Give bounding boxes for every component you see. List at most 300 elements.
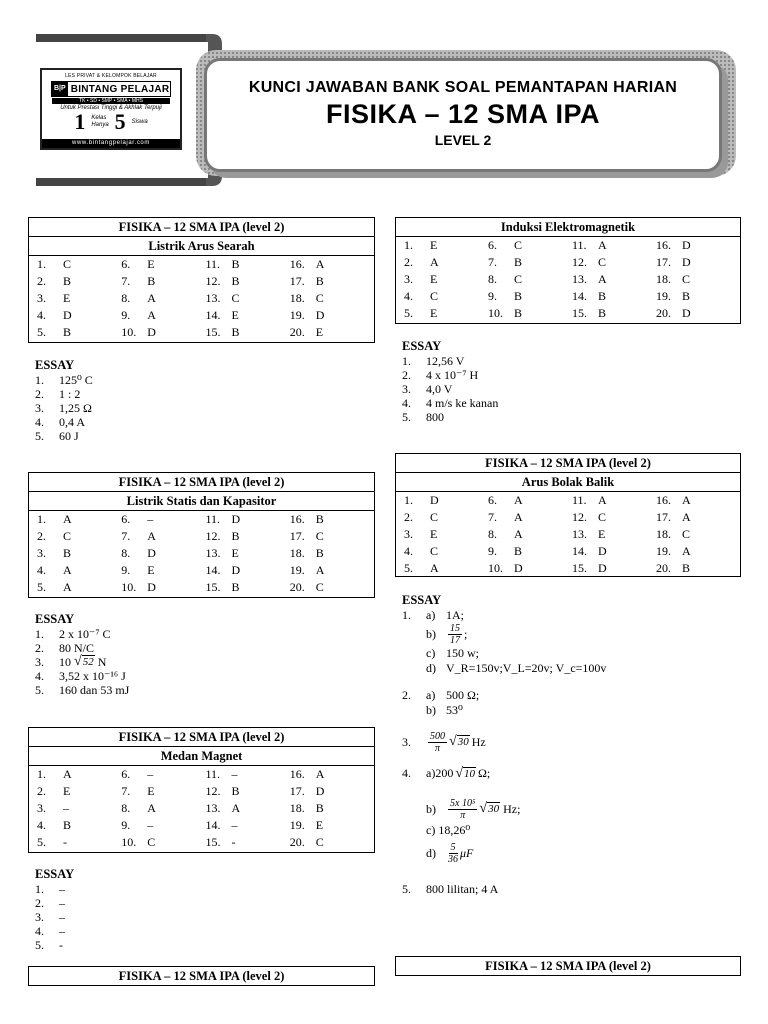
answer-value: B — [514, 289, 523, 303]
answer-value: – — [231, 818, 238, 832]
answer-number: 7. — [488, 510, 497, 524]
answer-cell — [206, 579, 290, 596]
answer-number: 8. — [121, 801, 131, 815]
answer-number: 13. — [572, 527, 587, 541]
title-subheading: KUNCI JAWABAN BANK SOAL PEMANTAPAN HARIAN — [248, 79, 678, 96]
essay-title: ESSAY — [402, 593, 442, 607]
answer-cell — [206, 307, 290, 324]
answer-cell — [206, 783, 290, 800]
essay-answer: – — [59, 896, 65, 910]
answer-number: 3. — [404, 527, 413, 541]
answer-number: 20. — [289, 580, 305, 594]
essay-arus-bolak-balik — [402, 592, 732, 897]
answer-value: A — [147, 291, 156, 305]
answer-value: A — [147, 529, 156, 543]
answer-cell — [572, 305, 656, 322]
title-level: LEVEL 2 — [434, 132, 492, 148]
answer-value: A — [514, 493, 523, 507]
essay-item — [402, 396, 732, 410]
answer-number: 11. — [572, 238, 587, 252]
answer-cell — [488, 288, 572, 305]
answer-cell — [572, 237, 656, 254]
answer-cell — [121, 817, 205, 834]
essay-number: 5. — [35, 429, 44, 443]
answer-number: 20. — [656, 306, 671, 320]
answer-value: A — [315, 563, 325, 577]
essay-title: ESSAY — [35, 867, 75, 881]
answer-number: 10. — [121, 325, 137, 339]
answer-number: 4. — [37, 308, 46, 322]
answer-cell — [572, 526, 656, 543]
answer-number: 7. — [121, 529, 131, 543]
answer-number: 4. — [404, 289, 413, 303]
answer-number: 8. — [121, 546, 131, 560]
answer-cell — [206, 290, 290, 307]
answer-value: E — [231, 308, 239, 322]
answer-cell — [37, 307, 121, 324]
essay-list — [35, 882, 365, 952]
answer-number: 6. — [121, 512, 131, 526]
answer-cell — [206, 256, 290, 273]
answer-cell — [121, 256, 205, 273]
answer-number: 14. — [205, 308, 221, 322]
answer-cell — [488, 492, 572, 509]
fraction: $\frac{500}{\pi}$ — [430, 730, 445, 754]
answer-grid — [396, 492, 740, 577]
answer-value: A — [682, 493, 691, 507]
answer-number: 6. — [121, 767, 131, 781]
page-header — [0, 0, 768, 200]
answer-value: B — [315, 274, 324, 288]
answer-cell — [37, 579, 121, 596]
logo-url: www.bintangpelajar.com — [42, 139, 180, 148]
answer-value: D — [231, 512, 241, 526]
answer-value: A — [147, 308, 156, 322]
answer-cell — [404, 509, 488, 526]
answer-cell — [488, 271, 572, 288]
answer-number: 16. — [289, 257, 305, 271]
answer-value: D — [598, 544, 607, 558]
answer-cell — [121, 783, 205, 800]
answer-value: C — [147, 835, 156, 849]
essay-number: 1. — [35, 882, 44, 896]
answer-value: B — [514, 306, 523, 320]
answer-number: 15. — [205, 835, 221, 849]
answer-cell — [656, 254, 740, 271]
answer-cell — [572, 509, 656, 526]
answer-number: 10. — [488, 561, 503, 575]
answer-table-arus-bolak-balik — [395, 453, 741, 577]
answer-cell — [37, 528, 121, 545]
answer-cell — [290, 290, 374, 307]
table-topic: Listrik Statis dan Kapasitor — [29, 492, 374, 511]
answer-cell — [206, 800, 290, 817]
essay-item: 4. 3,52 x 10⁻¹⁶ J — [35, 669, 126, 683]
answer-number: 15. — [205, 325, 221, 339]
answer-cell — [37, 800, 121, 817]
answer-cell — [121, 834, 205, 851]
essay-title: ESSAY — [402, 339, 442, 353]
essay-item: 3. 10 √ 52 N — [35, 654, 107, 669]
answer-number: 5. — [37, 835, 46, 849]
logo-kelas: Kelas — [91, 115, 107, 121]
sqrt-expression: √ 10 — [455, 765, 476, 781]
answer-value: C — [315, 580, 324, 594]
answer-value: C — [682, 527, 691, 541]
answer-number: 5. — [37, 580, 46, 594]
answer-cell — [290, 783, 374, 800]
answer-value: A — [514, 527, 523, 541]
answer-number: 6. — [488, 493, 497, 507]
answer-number: 14. — [205, 563, 221, 577]
answer-value: B — [231, 257, 240, 271]
essay-item: c) 150 w; — [426, 646, 479, 660]
answer-number: 7. — [121, 274, 131, 288]
answer-value: A — [315, 257, 325, 271]
answer-value: – — [231, 767, 238, 781]
answer-value: A — [598, 272, 607, 286]
answer-value: C — [514, 272, 523, 286]
answer-grid — [29, 766, 374, 851]
answer-number: 4. — [37, 563, 46, 577]
essay-number: 2. — [35, 896, 44, 910]
answer-value: B — [231, 325, 240, 339]
answer-cell — [37, 562, 121, 579]
answer-number: 10. — [488, 306, 503, 320]
essay-item — [35, 924, 365, 938]
answer-cell — [290, 511, 374, 528]
essay-item: b) 53⁰ — [426, 703, 463, 717]
answer-number: 19. — [656, 544, 671, 558]
answer-cell — [37, 324, 121, 341]
answer-cell — [572, 560, 656, 577]
answer-value: E — [430, 238, 438, 252]
answer-value: E — [430, 306, 438, 320]
essay-answer: 125⁰ C — [59, 373, 93, 387]
answer-value: C — [231, 291, 240, 305]
answer-cell — [290, 256, 374, 273]
answer-cell — [656, 271, 740, 288]
essay-item: 1. a) 1A; — [402, 608, 464, 622]
answer-number: 9. — [121, 818, 131, 832]
essay-answer: – — [59, 882, 65, 896]
answer-cell — [37, 256, 121, 273]
answer-number: 19. — [656, 289, 671, 303]
answer-cell — [206, 817, 290, 834]
answer-value: D — [63, 308, 72, 322]
essay-list — [35, 373, 365, 443]
answer-cell — [656, 526, 740, 543]
answer-value: A — [682, 544, 691, 558]
essay-listrik-statis — [35, 611, 365, 697]
logo-siswa: Siswa — [131, 118, 148, 125]
answer-value: A — [315, 767, 325, 781]
answer-value: B — [63, 325, 72, 339]
table-title: FISIKA – 12 SMA IPA (level 2) — [29, 218, 374, 237]
essay-item — [402, 368, 732, 382]
answer-cell — [206, 562, 290, 579]
answer-cell — [656, 237, 740, 254]
table-title: FISIKA – 12 SMA IPA (level 2) — [29, 728, 374, 747]
answer-value: D — [315, 308, 325, 322]
answer-number: 2. — [404, 255, 413, 269]
answer-number: 20. — [289, 835, 305, 849]
answer-cell — [121, 545, 205, 562]
answer-number: 19. — [289, 308, 305, 322]
essay-number: 3. — [402, 382, 411, 396]
answer-value: C — [514, 238, 523, 252]
answer-cell — [404, 288, 488, 305]
essay-answer: 1,25 Ω — [59, 401, 92, 415]
answer-value: C — [682, 272, 691, 286]
answer-number: 5. — [404, 306, 413, 320]
answer-value: A — [63, 767, 72, 781]
answer-number: 15. — [572, 561, 587, 575]
answer-number: 15. — [572, 306, 587, 320]
essay-item: b) $\frac{\text{5x 10⁵}}{\pi}$ √ 30 Hz; — [426, 797, 521, 821]
answer-value: A — [63, 512, 72, 526]
answer-value: A — [63, 580, 72, 594]
essay-answer: – — [59, 924, 65, 938]
answer-cell — [290, 766, 374, 783]
answer-value: – — [147, 767, 154, 781]
answer-cell — [121, 766, 205, 783]
answer-number: 11. — [205, 767, 221, 781]
answer-number: 9. — [488, 544, 497, 558]
answer-number: 5. — [404, 561, 413, 575]
essay-item — [402, 410, 732, 424]
essay-answer: 800 — [426, 410, 444, 424]
answer-value: B — [231, 580, 240, 594]
answer-value: B — [598, 289, 607, 303]
answer-value: E — [147, 563, 155, 577]
answer-cell — [404, 526, 488, 543]
answer-number: 3. — [37, 291, 46, 305]
answer-number: 1. — [37, 257, 46, 271]
answer-grid — [396, 237, 740, 322]
answer-number: 17. — [289, 529, 305, 543]
answer-cell — [121, 511, 205, 528]
answer-cell — [404, 560, 488, 577]
fraction: $\frac{5}{36}$ — [448, 841, 458, 865]
answer-number: 20. — [289, 325, 305, 339]
answer-number: 14. — [572, 289, 587, 303]
answer-number: 19. — [289, 563, 305, 577]
answer-number: 2. — [37, 784, 46, 798]
answer-number: 13. — [205, 546, 221, 560]
answer-cell — [572, 288, 656, 305]
essay-item — [402, 354, 732, 368]
essay-answer: 4,0 V — [426, 382, 453, 396]
answer-table-listrik-statis — [28, 472, 375, 598]
answer-number: 10. — [121, 835, 137, 849]
answer-cell — [290, 528, 374, 545]
answer-number: 16. — [289, 767, 305, 781]
answer-value: B — [231, 274, 240, 288]
answer-value: B — [231, 784, 240, 798]
answer-number: 13. — [205, 291, 221, 305]
answer-value: B — [514, 544, 523, 558]
answer-cell — [206, 545, 290, 562]
essay-item — [35, 373, 365, 387]
answer-value: E — [147, 257, 155, 271]
answer-cell — [404, 254, 488, 271]
table-title: FISIKA – 12 SMA IPA (level 2) — [485, 959, 651, 973]
table-topic: Medan Magnet — [29, 747, 374, 766]
answer-cell — [404, 305, 488, 322]
essay-item: d) $\frac{5}{36}$ μF — [426, 841, 474, 865]
answer-number: 12. — [205, 529, 221, 543]
answer-cell — [656, 543, 740, 560]
answer-table-next — [395, 956, 741, 976]
table-topic: Listrik Arus Searah — [29, 237, 374, 256]
answer-number: 20. — [656, 561, 671, 575]
answer-number: 3. — [404, 272, 413, 286]
essay-number: 1. — [402, 354, 411, 368]
essay-number: 4. — [402, 396, 411, 410]
essay-answer: - — [59, 938, 63, 952]
logo-levels: TK • SD • SMP • SMA • MHS — [52, 98, 170, 104]
logo-hanya: Hanya — [91, 122, 109, 128]
essay-answer: 1 : 2 — [59, 387, 81, 401]
answer-value: C — [430, 289, 439, 303]
answer-cell — [488, 305, 572, 322]
fraction: $\frac{\text{5x 10⁵}}{\pi}$ — [450, 797, 476, 821]
answer-value: E — [231, 546, 239, 560]
answer-number: 18. — [656, 272, 671, 286]
logo-count-5: 5 — [114, 109, 126, 134]
answer-cell — [37, 783, 121, 800]
answer-number: 2. — [37, 274, 46, 288]
answer-cell — [206, 511, 290, 528]
answer-cell — [37, 834, 121, 851]
answer-number: 10. — [121, 580, 137, 594]
answer-cell — [572, 254, 656, 271]
answer-cell — [206, 324, 290, 341]
answer-cell — [572, 271, 656, 288]
answer-value: B — [63, 818, 72, 832]
answer-cell — [488, 509, 572, 526]
answer-number: 9. — [121, 563, 131, 577]
answer-value: A — [514, 510, 523, 524]
answer-value: D — [430, 493, 439, 507]
answer-value: B — [63, 274, 72, 288]
answer-number: 11. — [572, 493, 587, 507]
answer-number: 18. — [289, 546, 305, 560]
essay-item: 2. a) 500 Ω; — [402, 688, 480, 702]
essay-number: 1. — [35, 373, 44, 387]
table-topic: Arus Bolak Balik — [396, 473, 740, 492]
answer-value: C — [315, 529, 324, 543]
logo-tagline: LES PRIVAT & KELOMPOK BELAJAR — [65, 73, 157, 79]
logo-count-1: 1 — [74, 109, 86, 134]
answer-number: 2. — [37, 529, 46, 543]
answer-table-next — [28, 966, 375, 986]
answer-number: 17. — [289, 274, 305, 288]
answer-number: 19. — [289, 818, 305, 832]
answer-cell — [290, 307, 374, 324]
answer-cell — [404, 237, 488, 254]
essay-answer: 60 J — [59, 429, 79, 443]
answer-number: 14. — [572, 544, 587, 558]
answer-number: 9. — [488, 289, 497, 303]
answer-value: D — [147, 325, 156, 339]
answer-value: E — [315, 818, 324, 832]
answer-value: B — [315, 801, 324, 815]
answer-cell — [121, 800, 205, 817]
answer-value: D — [682, 306, 691, 320]
answer-value: D — [682, 238, 691, 252]
answer-value: C — [63, 529, 72, 543]
answer-number: 1. — [37, 767, 46, 781]
answer-cell — [37, 766, 121, 783]
answer-cell — [488, 254, 572, 271]
essay-number: 2. — [35, 387, 44, 401]
answer-table-induksi — [395, 217, 741, 324]
answer-value: A — [430, 561, 439, 575]
answer-value: B — [514, 255, 523, 269]
answer-number: 1. — [404, 238, 413, 252]
table-topic: Induksi Elektromagnetik — [396, 218, 740, 237]
answer-cell — [37, 545, 121, 562]
essay-item — [35, 882, 365, 896]
essay-item: 5. 160 dan 53 mJ — [35, 683, 130, 697]
answer-number: 6. — [121, 257, 131, 271]
answer-cell — [404, 543, 488, 560]
essay-arus-searah — [35, 357, 365, 443]
answer-number: 1. — [404, 493, 413, 507]
answer-cell — [656, 305, 740, 322]
answer-number: 3. — [37, 801, 46, 815]
essay-item — [35, 896, 365, 910]
answer-value: E — [598, 527, 606, 541]
answer-number: 8. — [488, 527, 497, 541]
answer-value: - — [63, 835, 67, 849]
sqrt-expression: √ 30 — [449, 734, 469, 749]
answer-cell — [37, 273, 121, 290]
answer-value: E — [430, 527, 438, 541]
logo-ratio — [42, 111, 180, 133]
answer-value: – — [63, 801, 69, 815]
answer-cell — [290, 324, 374, 341]
answer-value: D — [598, 561, 607, 575]
answer-value: C — [430, 510, 439, 524]
answer-value: – — [147, 818, 154, 832]
answer-value: B — [598, 306, 607, 320]
answer-number: 18. — [656, 527, 671, 541]
answer-value: C — [430, 544, 439, 558]
page-title: FISIKA – 12 SMA IPA — [325, 99, 601, 129]
essay-medan-magnet — [35, 866, 365, 952]
answer-cell — [572, 543, 656, 560]
answer-cell — [404, 492, 488, 509]
essay-item — [35, 401, 365, 415]
essay-item: 5. 800 lilitan; 4 A — [402, 882, 499, 896]
answer-grid — [29, 511, 374, 596]
answer-number: 2. — [404, 510, 413, 524]
answer-value: B — [315, 546, 324, 560]
essay-item: d) V_R=150v;V_L=20v; V_c=100v — [426, 661, 607, 675]
answer-value: - — [231, 835, 236, 849]
answer-cell — [656, 288, 740, 305]
essay-list — [402, 354, 732, 424]
answer-value: B — [63, 546, 72, 560]
essay-answer: 4 m/s ke kanan — [426, 396, 499, 410]
answer-number: 11. — [205, 512, 221, 526]
answer-value: C — [315, 291, 324, 305]
essay-item: c) 18,26⁰ — [426, 823, 471, 837]
answer-number: 17. — [656, 510, 671, 524]
